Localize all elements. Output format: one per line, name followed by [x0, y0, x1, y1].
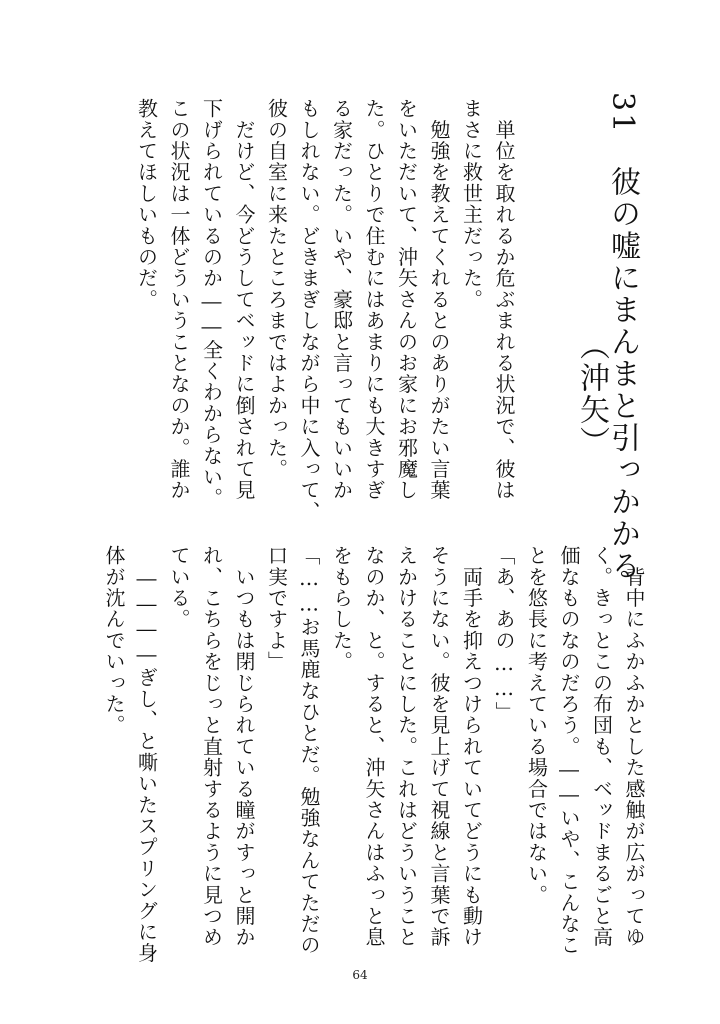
paragraph: 背中にふかふかとした感触が広がってゆ く。きっとこの布団も、ベッドまるごと高 価なものなのだろう。――いや、こんなこ とを悠長に考えている場合ではない。 [524, 545, 646, 956]
text-block-bottom [102, 545, 650, 964]
dialogue-line: 「あ、あの……」 [492, 545, 516, 723]
paragraph: 勉強を教えてくれるとのありがたい言葉 をいただいて、沖矢さんのお家にお邪魔し た。ひとりで住むにはあまりにも大きすぎ る家だった。いや、豪邸と言ってもいいか もしれない。どきまぎしながら中に入って、 彼の自室に来たところまではよかった。 [264, 98, 451, 522]
text-block-top [134, 98, 520, 522]
chapter-subtitle: （沖矢） [574, 330, 609, 458]
paragraph: だけど、今どうしてベッドに倒されて見 下げられているのか――全くわからない。 この状況は一体どういうことなのか。誰か 教えてほしいものだ。 [134, 98, 256, 509]
chapter-title-line [605, 92, 640, 583]
chapter-title-text: 彼の嘘にまんまと引っかかる [605, 166, 640, 583]
page-number: 64 [352, 968, 368, 982]
chapter-heading [574, 92, 640, 583]
paragraph: ――――ぎし、と嘶いたスプリングに身 体が沈んでいった。 [102, 545, 159, 964]
dialogue-line: 「……お馬鹿なひとだ。勉強なんてただの 口実ですよ」 [264, 545, 321, 956]
paragraph: 両手を抑えつけられていてどうにも動け そうにない。彼を見上げて視線と言葉で訴 えかけることにした。これはどういうこと なのか、と。すると、沖矢さんはふっと息 をもらした。 [329, 545, 484, 948]
paragraph: いつもは閉じられている瞳がすっと開か れ、こちらをじっと直射するように見つめ ている。 [167, 545, 256, 948]
paragraph: 単位を取れるか危ぶまれる状況で、彼は まさに救世主だった。 [459, 98, 516, 501]
chapter-number: 31 [605, 92, 640, 135]
